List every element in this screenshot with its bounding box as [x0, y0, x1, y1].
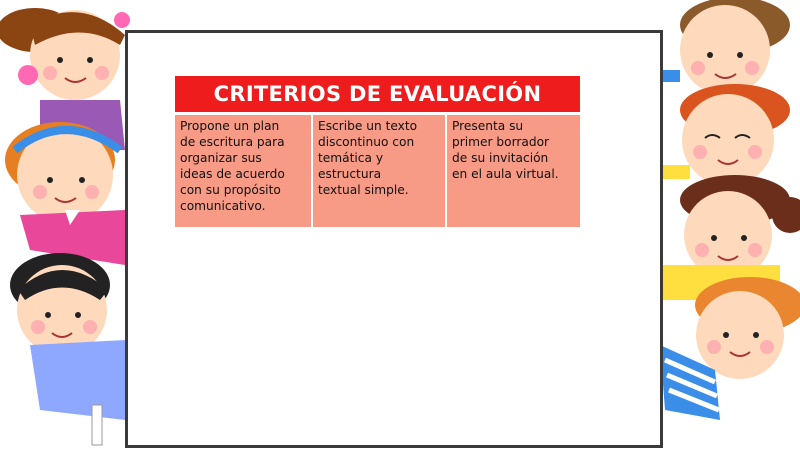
- boy-brown-hair-icon: [650, 0, 790, 95]
- criteria-title: CRITERIOS DE EVALUACIÓN: [175, 76, 580, 112]
- criteria-row: [175, 115, 580, 227]
- right-children-illustration: [640, 0, 800, 450]
- boy-dark-hair-icon: [10, 253, 125, 445]
- criterion-cell-2: Escribe un texto discontinuo con temática y estructura textual simple.: [311, 115, 445, 227]
- criterion-cell-1: Propone un plan de escritura para organizar sus ideas de acuerdo con su propósito comunicativo.: [175, 115, 311, 227]
- criteria-table: [175, 76, 580, 227]
- girl-headband-icon: [5, 122, 125, 265]
- boy-red-hair-icon: [650, 84, 790, 186]
- criterion-cell-3: Presenta su primer borrador de su invitación en el aula virtual.: [445, 115, 580, 227]
